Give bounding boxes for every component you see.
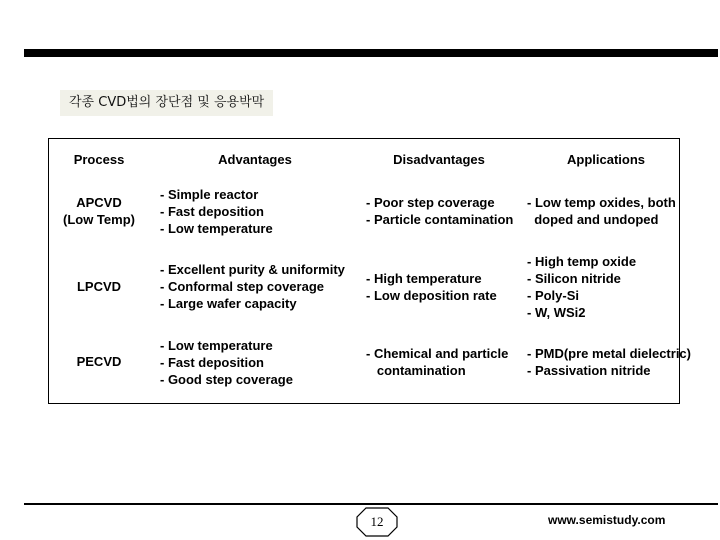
- slide-title: 각종 CVD법의 장단점 및 응용박막: [60, 90, 273, 116]
- table-row-applications: - Low temp oxides, both doped and undoped: [527, 195, 676, 227]
- top-rule: [24, 49, 718, 57]
- table-row-applications: - PMD(pre metal dielectric) - Passivation nitride: [527, 346, 691, 378]
- header-disadvantages: Disadvantages: [393, 152, 485, 167]
- table-row-advantages: - Excellent purity & uniformity - Conformal step coverage - Large wafer capacity: [160, 262, 345, 311]
- table-row-process: LPCVD: [76, 279, 122, 294]
- table-row-advantages: - Simple reactor - Fast deposition - Low temperature: [160, 187, 273, 236]
- page-number-badge: [356, 507, 398, 537]
- header-advantages: Advantages: [218, 152, 292, 167]
- table-row-applications: - High temp oxide - Silicon nitride - Poly-Si - W, WSi2: [527, 254, 637, 320]
- table-row-process: PECVD: [76, 354, 122, 369]
- table-row-disadvantages: - Chemical and particle contamination: [366, 346, 509, 378]
- website-footer: www.semistudy.com: [548, 513, 666, 527]
- table-row-advantages: - Low temperature - Fast deposition - Good step coverage: [160, 338, 293, 387]
- table-row-disadvantages: - High temperature - Low deposition rate: [366, 271, 497, 303]
- table-row-process: APCVD (Low Temp): [63, 195, 135, 227]
- table-row-disadvantages: - Poor step coverage - Particle contamination: [366, 195, 514, 227]
- header-process: Process: [73, 152, 125, 167]
- header-applications: Applications: [566, 152, 645, 167]
- bottom-rule: [24, 503, 718, 505]
- page-number: 12: [370, 514, 384, 529]
